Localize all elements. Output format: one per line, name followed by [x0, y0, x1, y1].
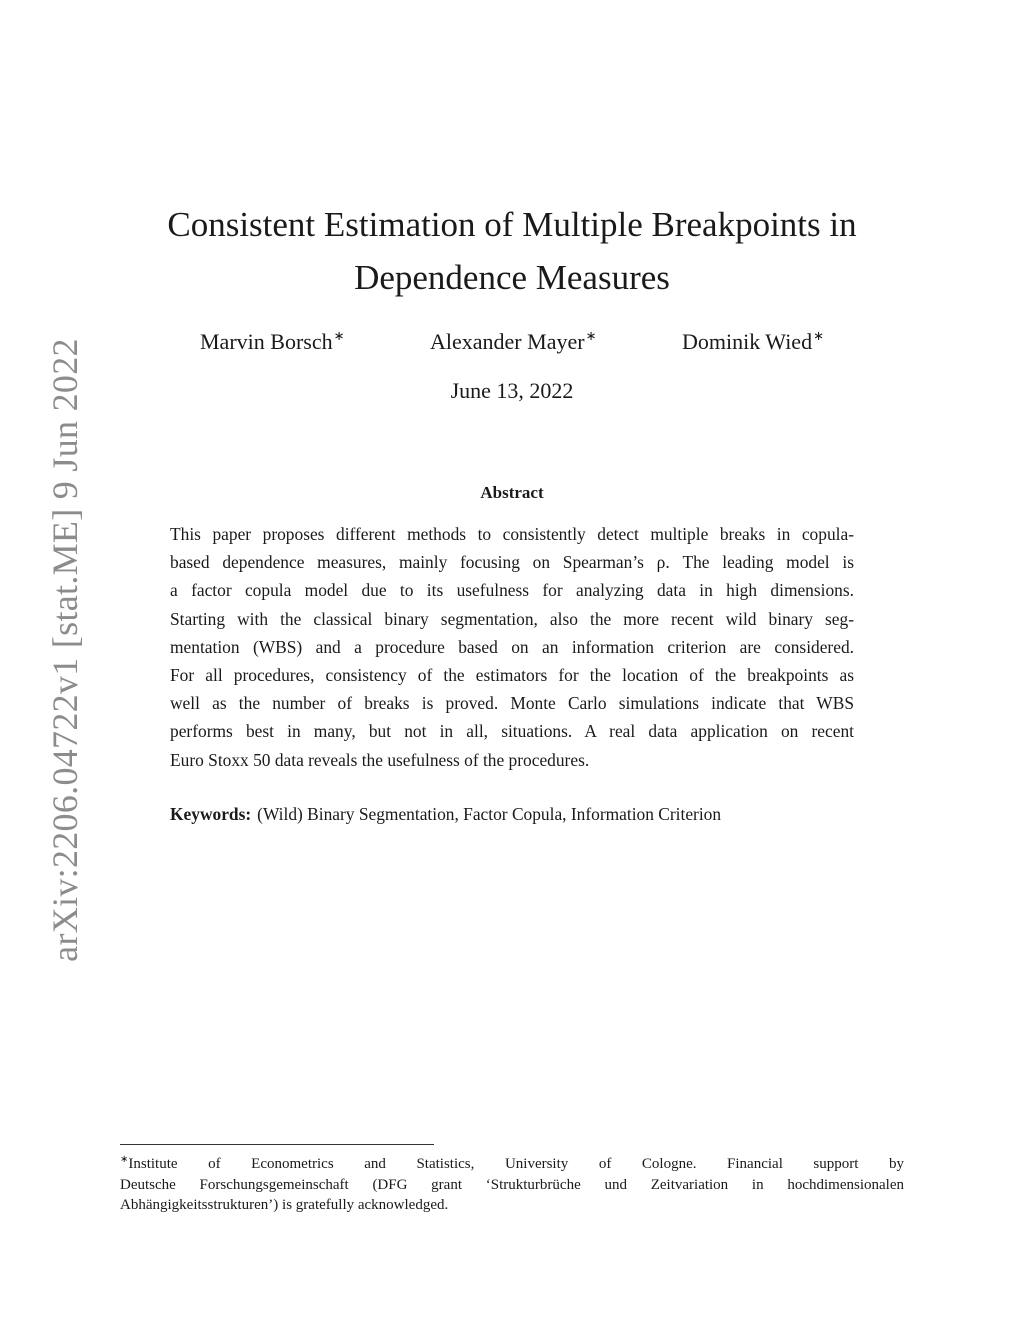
author-name: Dominik Wied	[681, 329, 813, 354]
footnote-line-3: Abhängigkeitsstrukturen’) is gratefully acknowledged.	[120, 1197, 449, 1213]
footnote-text: Institute of Econometrics and Statistics, University of Cologne. Financial support by	[128, 1156, 904, 1172]
abstract-line: a factor copula model due to its usefulness for analyzing data in high dimensions.	[170, 580, 854, 601]
author-list	[200, 328, 824, 355]
abstract-line: Euro Stoxx 50 data reveals the usefulness of the procedures.	[170, 749, 590, 770]
title-block	[130, 198, 894, 304]
abstract-body	[170, 520, 854, 774]
abstract-heading: Abstract	[480, 483, 544, 502]
footnote	[120, 1150, 904, 1216]
author-affiliation-mark: ∗	[333, 328, 345, 343]
author-2	[430, 328, 596, 355]
keywords	[170, 804, 854, 825]
author-affiliation-mark: ∗	[585, 328, 597, 343]
author-name: Marvin Borsch	[200, 329, 333, 354]
abstract-line: well as the number of breaks is proved. Monte Carlo simulations indicate that WBS	[170, 693, 854, 714]
title-line-2: Dependence Measures	[354, 258, 670, 297]
footnote-divider	[120, 1144, 434, 1145]
author-affiliation-mark: ∗	[813, 328, 824, 343]
publication-date: June 13, 2022	[450, 378, 574, 403]
author-name: Alexander Mayer	[430, 329, 585, 354]
footnote-line-2: Deutsche Forschungsgemeinschaft (DFG grant ‘Strukturbrüche und Zeitvariation in hochdimensionalen	[120, 1176, 904, 1193]
title-line-1: Consistent Estimation of Multiple Breakpoints in	[167, 205, 857, 244]
keywords-label: Keywords:	[170, 804, 252, 824]
abstract-line: based dependence measures, mainly focusing on Spearman’s ρ. The leading model is	[170, 552, 854, 573]
abstract-line: This paper proposes different methods to consistently detect multiple breaks in copula-	[170, 524, 854, 544]
keywords-text: (Wild) Binary Segmentation, Factor Copula, Information Criterion	[257, 804, 722, 824]
arxiv-stamp	[0, 0, 85, 962]
footnote-line-1	[120, 1150, 904, 1175]
abstract-line: performs best in many, but not in all, situations. A real data application on recent	[170, 721, 854, 742]
abstract-line: For all procedures, consistency of the estimators for the location of the breakpoints as	[170, 665, 854, 686]
author-3	[682, 328, 824, 355]
footnote-mark: ∗	[120, 1154, 129, 1165]
paper-title	[130, 198, 894, 304]
abstract-line: Starting with the classical binary segmentation, also the more recent wild binary seg-	[170, 608, 854, 629]
arxiv-identifier: arXiv:2206.04722v1 [stat.ME] 9 Jun 2022	[45, 338, 85, 962]
abstract-line: mentation (WBS) and a procedure based on an information criterion are considered.	[170, 636, 854, 657]
author-1	[200, 328, 345, 355]
